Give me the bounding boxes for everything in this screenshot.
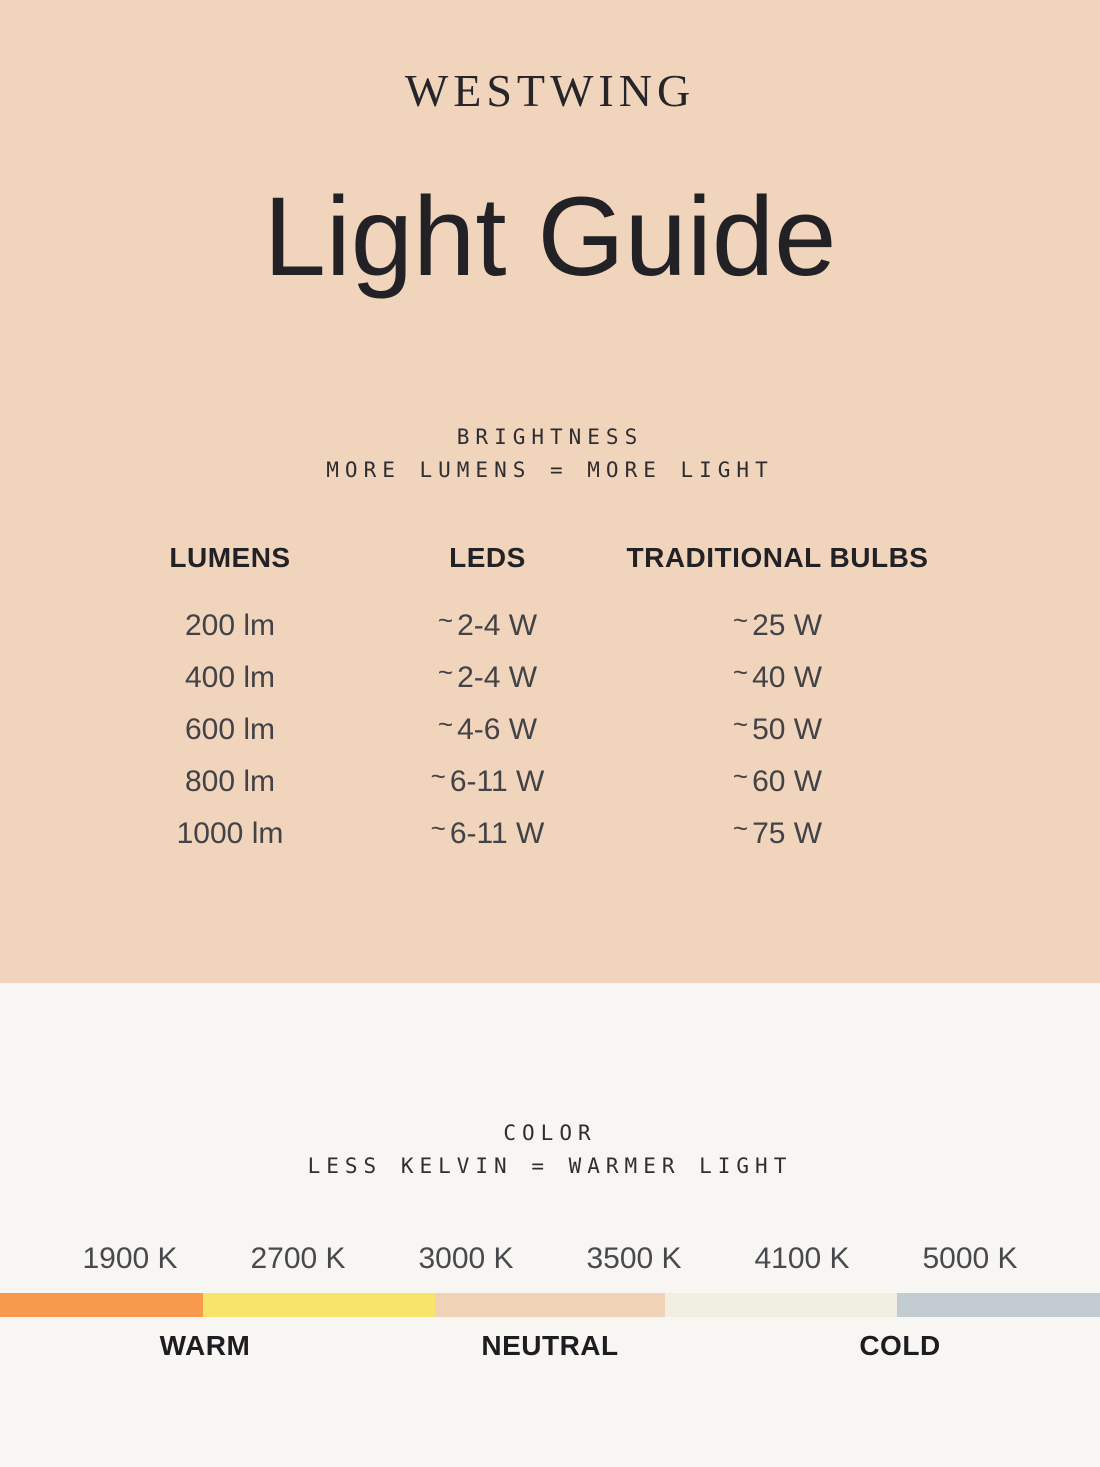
approx-symbol: ~ xyxy=(732,657,749,688)
color-segment-cold-blue xyxy=(897,1293,1100,1317)
column-header-bulbs: TRADITIONAL BULBS xyxy=(626,542,929,574)
temperature-label-warm: WARM xyxy=(159,1330,251,1362)
table-cell-bulbs xyxy=(615,704,940,756)
table-cell-bulbs-value: 40 W xyxy=(752,661,823,695)
brightness-heading-line1: BRIGHTNESS xyxy=(456,425,644,449)
table-cell-lumens: 1000 lm xyxy=(176,817,284,851)
approx-symbol: ~ xyxy=(430,813,446,844)
approx-symbol: ~ xyxy=(437,605,454,636)
approx-symbol: ~ xyxy=(430,761,446,792)
approx-symbol: ~ xyxy=(437,709,454,740)
brightness-heading-line2: MORE LUMENS = MORE LIGHT xyxy=(326,457,774,482)
approx-symbol: ~ xyxy=(732,605,749,636)
table-cell-leds-value: 2-4 W xyxy=(457,661,538,695)
kelvin-label-3500: 3500 K xyxy=(586,1242,682,1276)
column-header-leds: LEDS xyxy=(449,542,526,574)
table-cell-bulbs xyxy=(615,600,940,652)
column-header-lumens: LUMENS xyxy=(169,542,291,574)
table-cell-lumens: 400 lm xyxy=(184,661,276,695)
table-cell-leds xyxy=(360,704,615,756)
color-segment-warm-orange xyxy=(0,1293,203,1317)
kelvin-color-bar xyxy=(0,1293,1100,1317)
lumens-table xyxy=(100,542,940,860)
table-cell-leds xyxy=(360,808,615,860)
table-cell-bulbs xyxy=(615,652,940,704)
table-cell-lumens: 800 lm xyxy=(184,765,276,799)
table-cell-bulbs-value: 60 W xyxy=(752,765,823,799)
color-segment-warm-yellow xyxy=(203,1293,435,1317)
table-cell-bulbs-value: 50 W xyxy=(752,713,823,747)
kelvin-scale-labels xyxy=(0,1242,1100,1276)
color-section xyxy=(0,983,1100,1467)
table-cell-leds xyxy=(360,600,615,652)
temperature-label-cold: COLD xyxy=(859,1330,941,1362)
color-segment-neutral-peach xyxy=(435,1293,665,1317)
table-cell-leds-value: 6-11 W xyxy=(449,765,545,799)
color-segment-neutral-cream xyxy=(665,1293,897,1317)
table-cell-bulbs xyxy=(615,808,940,860)
color-heading-line2: LESS KELVIN = WARMER LIGHT xyxy=(307,1153,793,1178)
table-cell-leds-value: 2-4 W xyxy=(457,609,538,643)
approx-symbol: ~ xyxy=(437,657,454,688)
brand-logo: WESTWING xyxy=(404,65,696,116)
color-heading xyxy=(0,983,1100,1182)
page-title: Light Guide xyxy=(263,174,837,299)
table-cell-lumens: 600 lm xyxy=(184,713,276,747)
kelvin-label-5000: 5000 K xyxy=(922,1242,1018,1276)
table-cell-lumens: 200 lm xyxy=(184,609,276,643)
approx-symbol: ~ xyxy=(732,761,749,792)
kelvin-label-1900: 1900 K xyxy=(82,1242,178,1276)
temperature-label-neutral: NEUTRAL xyxy=(481,1330,619,1362)
approx-symbol: ~ xyxy=(732,709,749,740)
table-cell-bulbs-value: 25 W xyxy=(752,609,823,643)
kelvin-label-4100: 4100 K xyxy=(754,1242,850,1276)
kelvin-label-3000: 3000 K xyxy=(418,1242,514,1276)
table-cell-leds xyxy=(360,756,615,808)
table-cell-bulbs xyxy=(615,756,940,808)
table-cell-bulbs-value: 75 W xyxy=(752,817,823,851)
table-cell-leds-value: 6-11 W xyxy=(449,817,545,851)
table-cell-leds-value: 4-6 W xyxy=(457,713,538,747)
temperature-labels xyxy=(0,1330,1100,1370)
kelvin-label-2700: 2700 K xyxy=(250,1242,346,1276)
color-heading-line1: COLOR xyxy=(503,1121,597,1145)
table-cell-leds xyxy=(360,652,615,704)
approx-symbol: ~ xyxy=(732,813,749,844)
brightness-heading xyxy=(0,421,1100,486)
